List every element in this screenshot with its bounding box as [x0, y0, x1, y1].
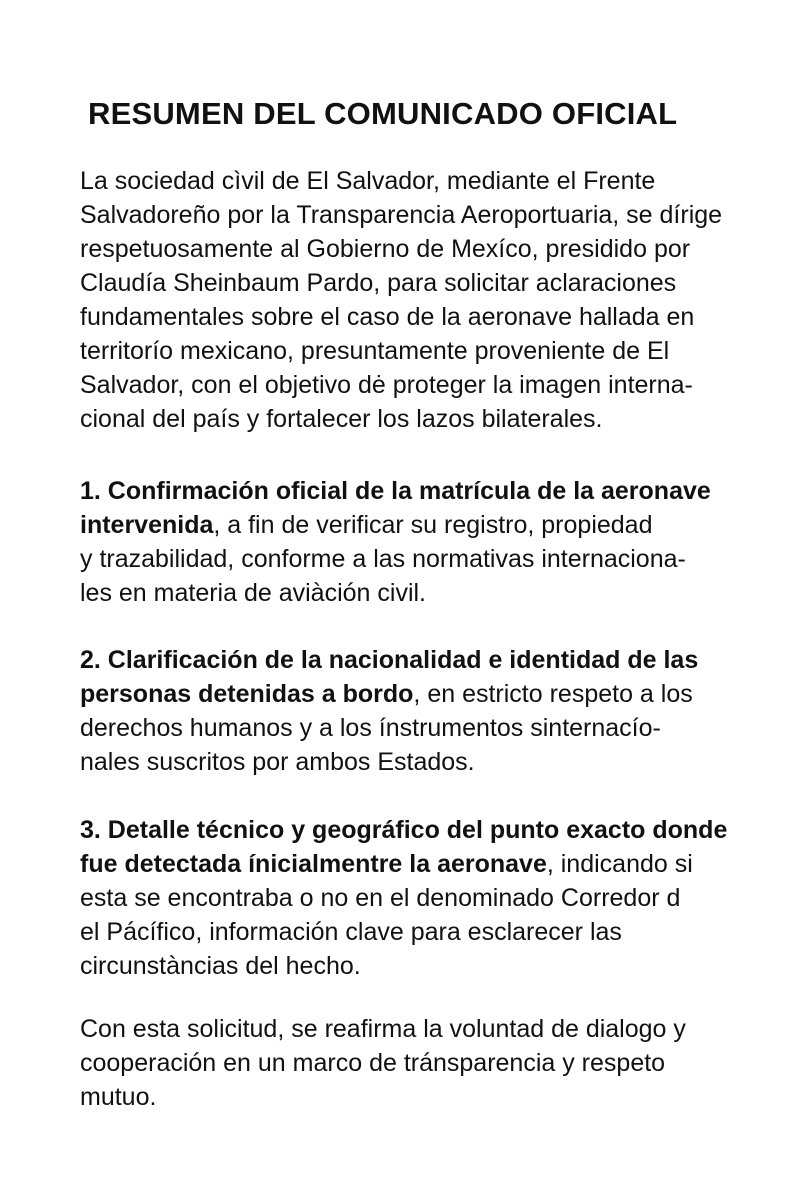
- request-item-1-body: , a fin de verificar su registro, propiedad y trazabilidad, conforme a las normativas internaciona- les en materia de aviàción civil.: [80, 511, 686, 607]
- document-title: RESUMEN DEL COMUNICADO OFICIAL: [88, 96, 678, 131]
- request-item-3: [80, 813, 740, 983]
- request-item-2-heading: 2. Clarificación de la nacionalidad e identidad de las personas detenidas a bordo: [80, 646, 699, 708]
- request-item-2: [80, 643, 740, 779]
- request-item-1: [80, 474, 740, 610]
- intro-paragraph: La sociedad cìvil de El Salvador, mediante el Frente Salvadoreño por la Transparencia Aeroportuaria, se dírige respetuosamente al Gobierno de Mexíco, presidido por Claudía Sheinbaum Pardo, para solicitar aclaraciones fundamentales sobre el caso de la aeronave hallada en territorío mexicano, presuntamente proveniente de El Salvador, con el objetivo dė proteger la imagen interna- cional del país y fortalecer los lazos bilaterales.: [80, 167, 723, 433]
- request-item-2-body: , en estricto respeto a los derechos humanos y a los ínstrumentos sinternacío- nales suscritos por ambos Estados.: [80, 680, 693, 776]
- closing-paragraph: Con esta solicitud, se reafirma la voluntad de dialogo y cooperación en un marco de tránsparencia y respeto mutuo.: [80, 1015, 686, 1111]
- request-item-1-heading: 1. Confirmación oficial de la matrícula de la aeronave intervenida: [80, 477, 711, 539]
- request-item-3-heading: 3. Detalle técnico y geográfico del punto exacto donde fue detectada ínicialmentre la aeronave: [80, 816, 728, 878]
- request-item-3-body: , indicando si esta se encontraba o no en el denominado Corredor d el Pácífico, información clave para esclarecer las circunstàncias del hecho.: [80, 850, 693, 980]
